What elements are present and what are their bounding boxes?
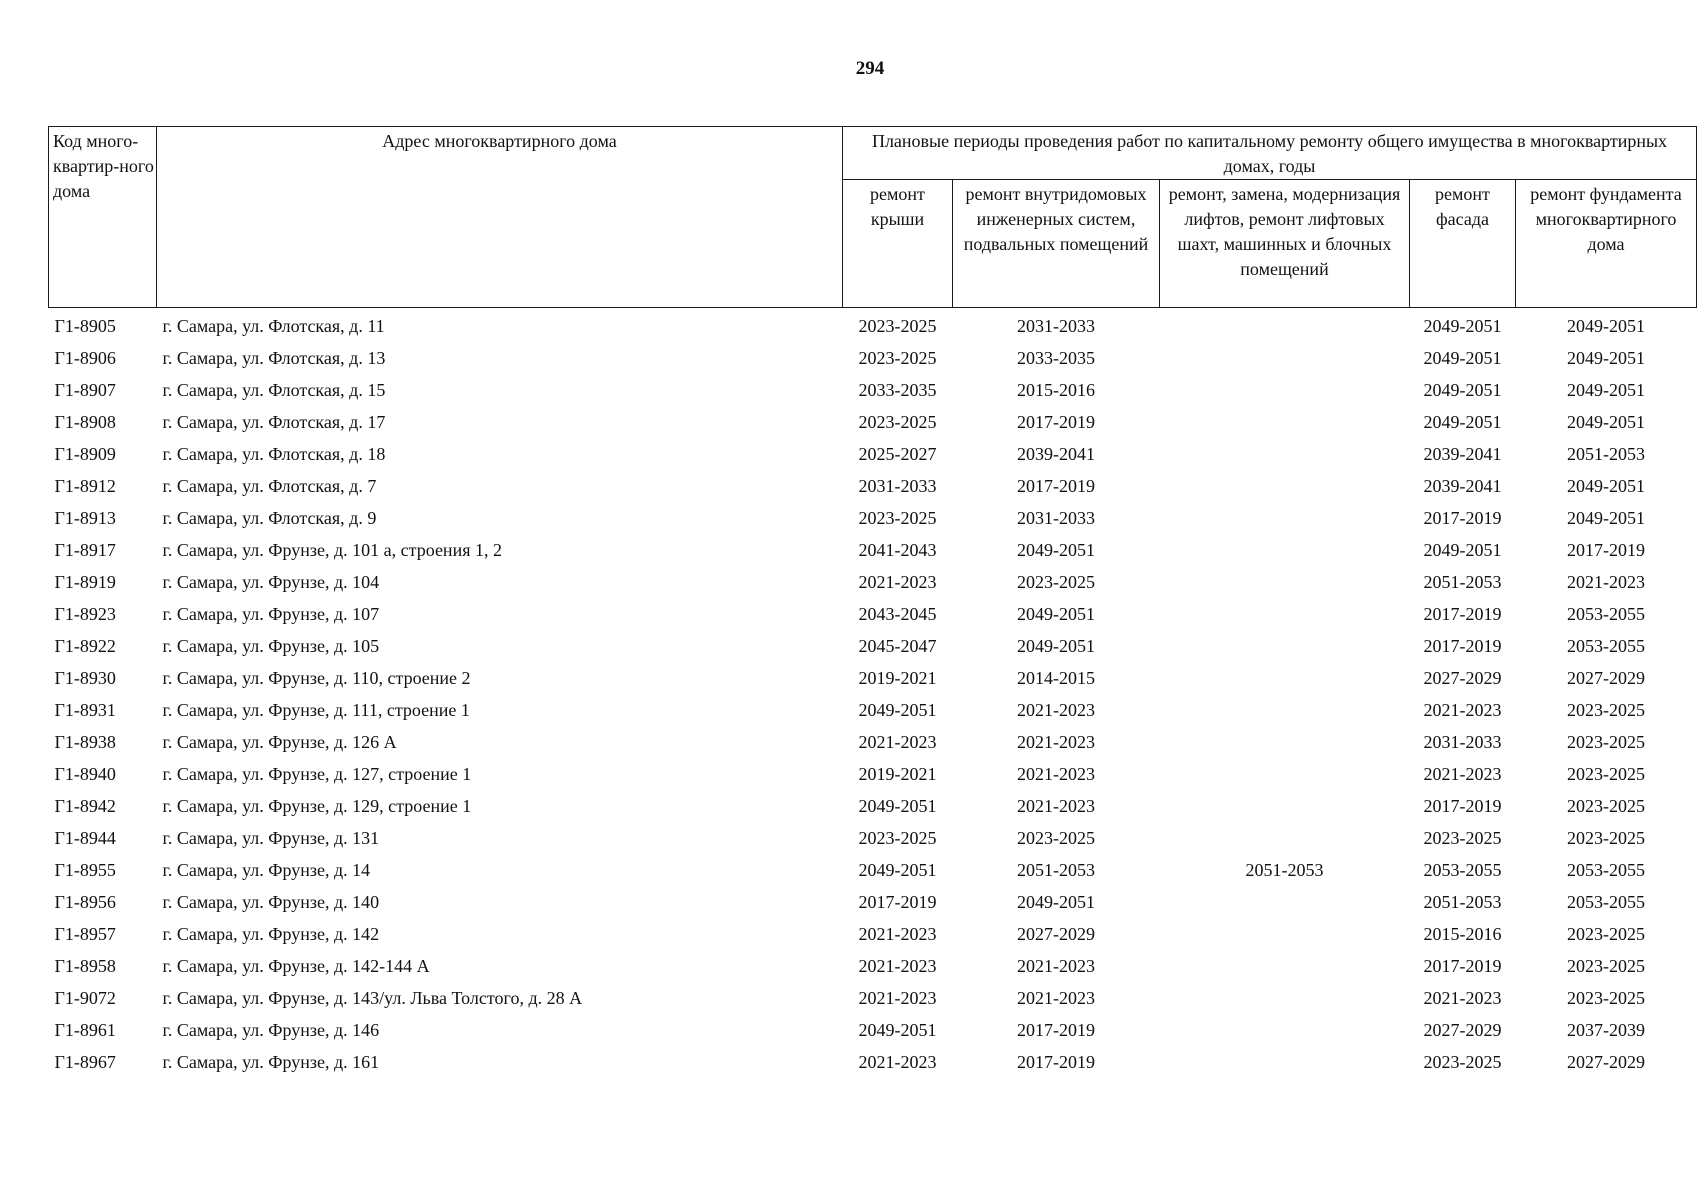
house-code: Г1-8961 [54, 1019, 116, 1040]
table-row [49, 502, 1697, 534]
house-code: Г1-8944 [54, 827, 116, 848]
house-code: Г1-8909 [54, 443, 116, 464]
house-code: Г1-8938 [54, 731, 116, 752]
elevator-period [1160, 758, 1410, 790]
house-address: г. Самара, ул. Фрунзе, д. 110, строение 2 [162, 667, 471, 688]
foundation-period: 2049-2051 [1567, 411, 1645, 432]
elevator-period [1160, 566, 1410, 598]
house-address: г. Самара, ул. Фрунзе, д. 129, строение 1 [162, 795, 472, 816]
table-row [49, 790, 1697, 822]
foundation-period: 2023-2025 [1567, 987, 1645, 1008]
house-address: г. Самара, ул. Флотская, д. 7 [162, 475, 377, 496]
table-row [49, 342, 1697, 374]
table-row [49, 694, 1697, 726]
engineering-period: 2051-2053 [1017, 859, 1095, 880]
engineering-period: 2017-2019 [1017, 1019, 1095, 1040]
house-code: Г1-8917 [54, 539, 116, 560]
engineering-period: 2017-2019 [1017, 411, 1095, 432]
house-code: Г1-8913 [54, 507, 116, 528]
facade-period: 2049-2051 [1423, 379, 1502, 400]
elevator-period [1160, 534, 1410, 566]
roof-period: 2043-2045 [858, 603, 937, 624]
column-header-roof: ремонт крыши [843, 180, 953, 308]
house-address: г. Самара, ул. Флотская, д. 18 [162, 443, 386, 464]
roof-period: 2023-2025 [858, 411, 937, 432]
table-row [49, 822, 1697, 854]
table-row [49, 598, 1697, 630]
house-code: Г1-8908 [54, 411, 116, 432]
foundation-period: 2049-2051 [1567, 507, 1645, 528]
facade-period: 2023-2025 [1423, 1051, 1502, 1072]
house-address: г. Самара, ул. Фрунзе, д. 14 [162, 859, 371, 880]
roof-period: 2019-2021 [858, 763, 937, 784]
elevator-period [1160, 598, 1410, 630]
house-code: Г1-8956 [54, 891, 116, 912]
foundation-period: 2053-2055 [1567, 859, 1645, 880]
roof-period: 2045-2047 [858, 635, 937, 656]
house-code: Г1-8955 [54, 859, 116, 880]
elevator-period [1160, 662, 1410, 694]
table-row [49, 950, 1697, 982]
house-address: г. Самара, ул. Флотская, д. 9 [162, 507, 377, 528]
engineering-period: 2021-2023 [1017, 987, 1095, 1008]
house-address: г. Самара, ул. Фрунзе, д. 126 А [162, 731, 397, 752]
engineering-period: 2023-2025 [1017, 827, 1095, 848]
house-code: Г1-8922 [54, 635, 116, 656]
elevator-period [1160, 726, 1410, 758]
engineering-period: 2021-2023 [1017, 731, 1095, 752]
roof-period: 2019-2021 [858, 667, 937, 688]
engineering-period: 2023-2025 [1017, 571, 1095, 592]
engineering-period: 2049-2051 [1017, 603, 1095, 624]
house-address: г. Самара, ул. Фрунзе, д. 111, строение 1 [162, 699, 470, 720]
roof-period: 2021-2023 [858, 1051, 937, 1072]
table-row [49, 406, 1697, 438]
foundation-period: 2053-2055 [1567, 635, 1645, 656]
elevator-period [1160, 886, 1410, 918]
elevator-period [1160, 406, 1410, 438]
column-header-engineering: ремонт внутридомовых инженерных систем, подвальных помещений [953, 180, 1160, 308]
table-row [49, 308, 1697, 343]
table-row [49, 1014, 1697, 1046]
roof-period: 2021-2023 [858, 571, 937, 592]
house-code: Г1-8912 [54, 475, 116, 496]
foundation-period: 2049-2051 [1567, 347, 1645, 368]
house-address: г. Самара, ул. Флотская, д. 15 [162, 379, 386, 400]
foundation-period: 2037-2039 [1567, 1019, 1645, 1040]
house-code: Г1-8967 [54, 1051, 116, 1072]
facade-period: 2021-2023 [1423, 987, 1502, 1008]
facade-period: 2049-2051 [1423, 315, 1502, 336]
facade-period: 2049-2051 [1423, 411, 1502, 432]
facade-period: 2027-2029 [1423, 667, 1502, 688]
house-code: Г1-9072 [54, 987, 116, 1008]
table-row [49, 534, 1697, 566]
table-row [49, 918, 1697, 950]
engineering-period: 2039-2041 [1017, 443, 1095, 464]
roof-period: 2041-2043 [858, 539, 937, 560]
elevator-period [1160, 822, 1410, 854]
house-address: г. Самара, ул. Фрунзе, д. 101 а, строения 1, 2 [162, 539, 502, 560]
facade-period: 2021-2023 [1423, 763, 1502, 784]
engineering-period: 2015-2016 [1017, 379, 1095, 400]
house-code: Г1-8958 [54, 955, 116, 976]
foundation-period: 2017-2019 [1567, 539, 1645, 560]
table-row [49, 854, 1697, 886]
engineering-period: 2017-2019 [1017, 1051, 1095, 1072]
table-row [49, 374, 1697, 406]
table-row [49, 1046, 1697, 1078]
engineering-period: 2021-2023 [1017, 699, 1095, 720]
table-body [49, 308, 1697, 1079]
roof-period: 2049-2051 [858, 699, 937, 720]
roof-period: 2023-2025 [858, 507, 937, 528]
elevator-period [1160, 1014, 1410, 1046]
foundation-period: 2049-2051 [1567, 315, 1645, 336]
table-row [49, 886, 1697, 918]
table-header [49, 127, 1697, 308]
foundation-period: 2023-2025 [1567, 955, 1645, 976]
roof-period: 2049-2051 [858, 1019, 937, 1040]
house-address: г. Самара, ул. Фрунзе, д. 127, строение 1 [162, 763, 472, 784]
roof-period: 2025-2027 [858, 443, 937, 464]
facade-period: 2017-2019 [1423, 955, 1502, 976]
roof-period: 2021-2023 [858, 923, 937, 944]
table-row [49, 630, 1697, 662]
facade-period: 2017-2019 [1423, 635, 1502, 656]
facade-period: 2051-2053 [1423, 891, 1502, 912]
facade-period: 2017-2019 [1423, 795, 1502, 816]
elevator-period [1160, 918, 1410, 950]
elevator-period: 2051-2053 [1245, 859, 1324, 880]
engineering-period: 2049-2051 [1017, 635, 1095, 656]
roof-period: 2021-2023 [858, 955, 937, 976]
column-header-facade: ремонт фасада [1410, 180, 1516, 308]
house-code: Г1-8905 [54, 315, 116, 336]
elevator-period [1160, 1046, 1410, 1078]
foundation-period: 2023-2025 [1567, 827, 1645, 848]
house-code: Г1-8907 [54, 379, 116, 400]
facade-period: 2049-2051 [1423, 539, 1502, 560]
elevator-period [1160, 308, 1410, 343]
foundation-period: 2023-2025 [1567, 731, 1645, 752]
roof-period: 2021-2023 [858, 987, 937, 1008]
column-header-address: Адрес многоквартирного дома [157, 127, 843, 308]
foundation-period: 2023-2025 [1567, 763, 1645, 784]
engineering-period: 2049-2051 [1017, 539, 1095, 560]
house-code: Г1-8931 [54, 699, 116, 720]
foundation-period: 2049-2051 [1567, 379, 1645, 400]
house-address: г. Самара, ул. Фрунзе, д. 131 [162, 827, 380, 848]
house-address: г. Самара, ул. Фрунзе, д. 105 [162, 635, 380, 656]
engineering-period: 2033-2035 [1017, 347, 1095, 368]
facade-period: 2023-2025 [1423, 827, 1502, 848]
house-address: г. Самара, ул. Фрунзе, д. 161 [162, 1051, 380, 1072]
elevator-period [1160, 790, 1410, 822]
foundation-period: 2049-2051 [1567, 475, 1645, 496]
house-address: г. Самара, ул. Фрунзе, д. 142-144 А [162, 955, 430, 976]
house-address: г. Самара, ул. Флотская, д. 17 [162, 411, 386, 432]
foundation-period: 2021-2023 [1567, 571, 1645, 592]
facade-period: 2039-2041 [1423, 443, 1502, 464]
roof-period: 2049-2051 [858, 859, 937, 880]
facade-period: 2039-2041 [1423, 475, 1502, 496]
engineering-period: 2027-2029 [1017, 923, 1095, 944]
column-header-periods-group: Плановые периоды проведения работ по капитальному ремонту общего имущества в многоквартирных домах, годы [843, 127, 1697, 180]
house-code: Г1-8930 [54, 667, 116, 688]
roof-period: 2049-2051 [858, 795, 937, 816]
foundation-period: 2027-2029 [1567, 667, 1645, 688]
elevator-period [1160, 342, 1410, 374]
roof-period: 2033-2035 [858, 379, 937, 400]
facade-period: 2053-2055 [1423, 859, 1502, 880]
house-code: Г1-8957 [54, 923, 116, 944]
house-address: г. Самара, ул. Фрунзе, д. 143/ул. Льва Толстого, д. 28 А [162, 987, 583, 1008]
column-header-elevators: ремонт, замена, модернизация лифтов, ремонт лифтовых шахт, машинных и блочных помещений [1160, 180, 1410, 308]
elevator-period [1160, 470, 1410, 502]
facade-period: 2049-2051 [1423, 347, 1502, 368]
facade-period: 2051-2053 [1423, 571, 1502, 592]
engineering-period: 2021-2023 [1017, 763, 1095, 784]
elevator-period [1160, 630, 1410, 662]
foundation-period: 2023-2025 [1567, 699, 1645, 720]
elevator-period [1160, 374, 1410, 406]
table-row [49, 982, 1697, 1014]
engineering-period: 2031-2033 [1017, 315, 1095, 336]
house-address: г. Самара, ул. Фрунзе, д. 104 [162, 571, 380, 592]
page-number: 294 [855, 58, 885, 79]
house-address: г. Самара, ул. Фрунзе, д. 146 [162, 1019, 380, 1040]
column-header-code: Код много-квартир-ного дома [49, 127, 157, 308]
facade-period: 2015-2016 [1423, 923, 1502, 944]
engineering-period: 2021-2023 [1017, 795, 1095, 816]
elevator-period [1160, 950, 1410, 982]
house-address: г. Самара, ул. Флотская, д. 13 [162, 347, 386, 368]
facade-period: 2031-2033 [1423, 731, 1502, 752]
engineering-period: 2017-2019 [1017, 475, 1095, 496]
column-header-foundation: ремонт фундамента многоквартирного дома [1516, 180, 1697, 308]
engineering-period: 2021-2023 [1017, 955, 1095, 976]
facade-period: 2021-2023 [1423, 699, 1502, 720]
engineering-period: 2031-2033 [1017, 507, 1095, 528]
foundation-period: 2053-2055 [1567, 603, 1645, 624]
facade-period: 2027-2029 [1423, 1019, 1502, 1040]
roof-period: 2023-2025 [858, 315, 937, 336]
foundation-period: 2053-2055 [1567, 891, 1645, 912]
roof-period: 2017-2019 [858, 891, 937, 912]
house-code: Г1-8906 [54, 347, 116, 368]
facade-period: 2017-2019 [1423, 507, 1502, 528]
elevator-period [1160, 982, 1410, 1014]
house-code: Г1-8942 [54, 795, 116, 816]
foundation-period: 2051-2053 [1567, 443, 1645, 464]
table-row [49, 566, 1697, 598]
table-row [49, 438, 1697, 470]
engineering-period: 2014-2015 [1017, 667, 1095, 688]
house-code: Г1-8919 [54, 571, 116, 592]
foundation-period: 2023-2025 [1567, 795, 1645, 816]
table-row [49, 662, 1697, 694]
roof-period: 2023-2025 [858, 827, 937, 848]
roof-period: 2023-2025 [858, 347, 937, 368]
facade-period: 2017-2019 [1423, 603, 1502, 624]
house-address: г. Самара, ул. Фрунзе, д. 107 [162, 603, 380, 624]
table-row [49, 726, 1697, 758]
table-row [49, 758, 1697, 790]
engineering-period: 2049-2051 [1017, 891, 1095, 912]
elevator-period [1160, 694, 1410, 726]
foundation-period: 2027-2029 [1567, 1051, 1645, 1072]
house-address: г. Самара, ул. Фрунзе, д. 140 [162, 891, 380, 912]
elevator-period [1160, 438, 1410, 470]
house-address: г. Самара, ул. Флотская, д. 11 [162, 315, 385, 336]
table-row [49, 470, 1697, 502]
house-code: Г1-8940 [54, 763, 116, 784]
roof-period: 2021-2023 [858, 731, 937, 752]
roof-period: 2031-2033 [858, 475, 937, 496]
house-address: г. Самара, ул. Фрунзе, д. 142 [162, 923, 380, 944]
foundation-period: 2023-2025 [1567, 923, 1645, 944]
elevator-period [1160, 502, 1410, 534]
capital-repair-table [48, 126, 1697, 1078]
house-code: Г1-8923 [54, 603, 116, 624]
